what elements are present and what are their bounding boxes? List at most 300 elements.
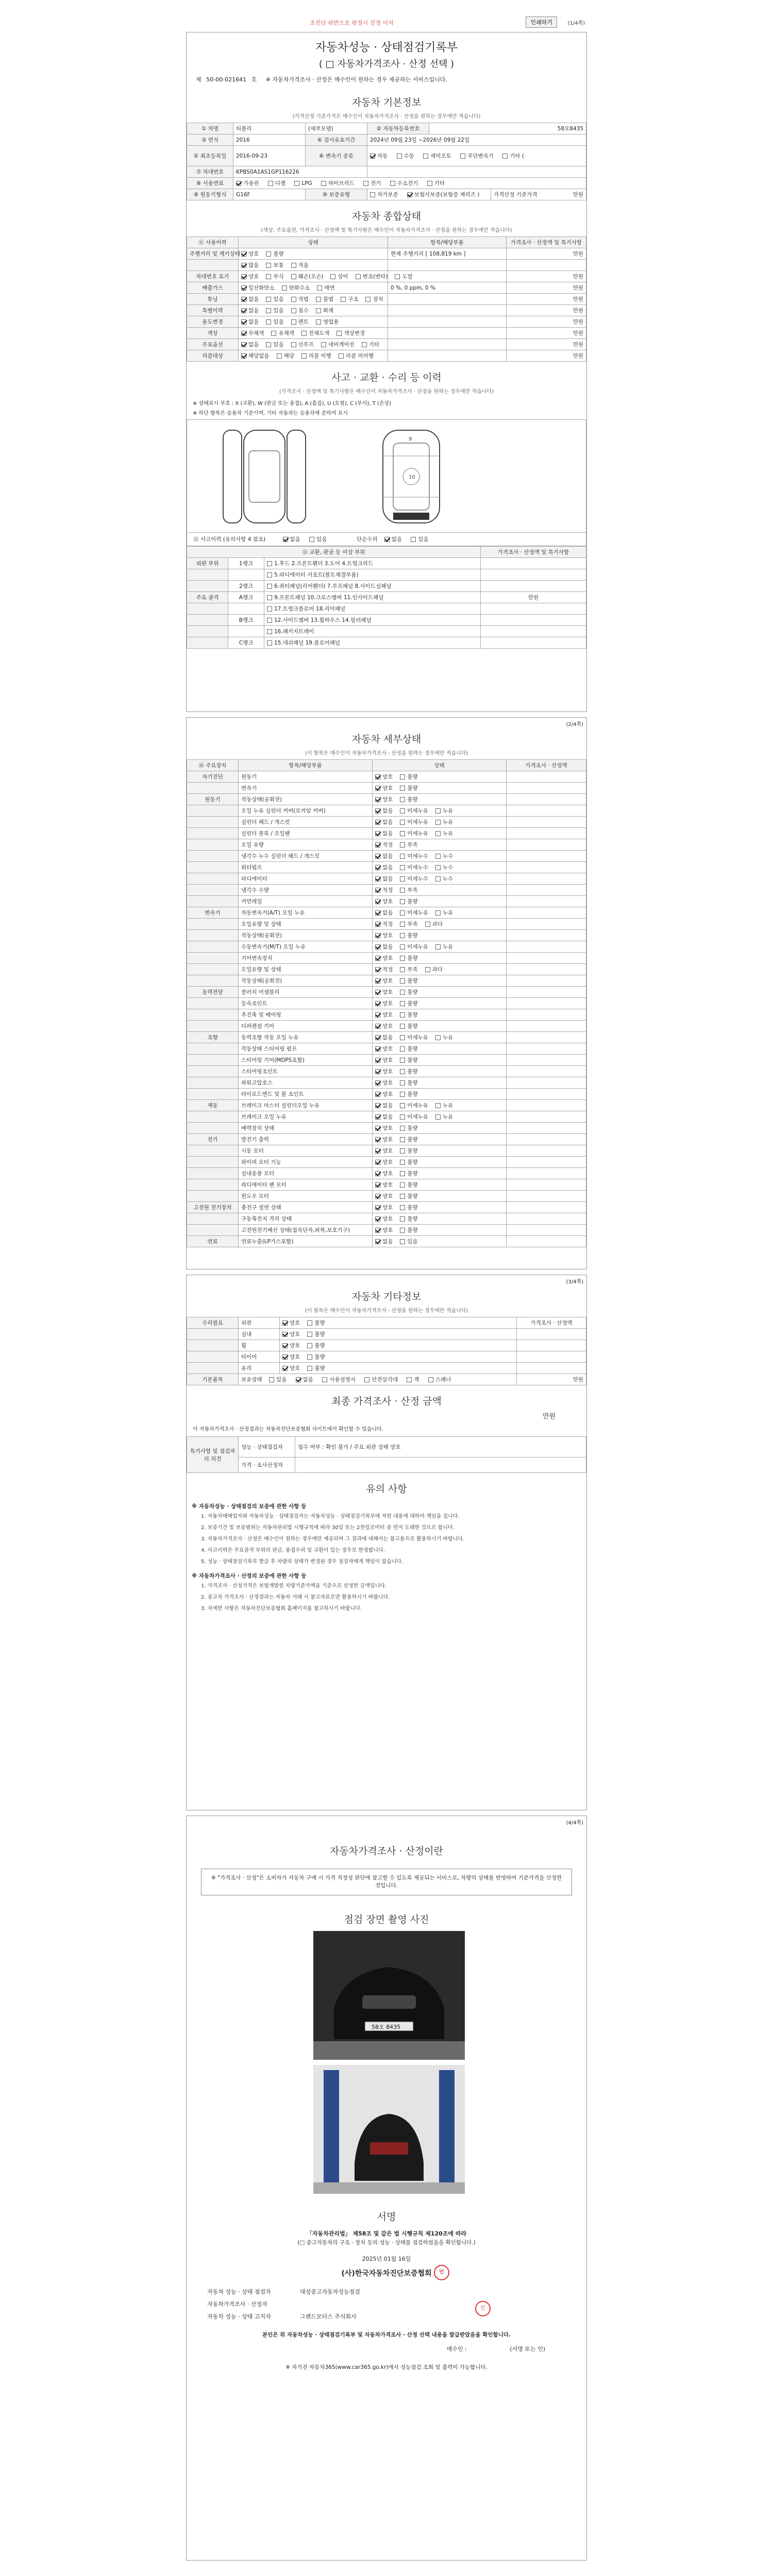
status-option-label: 탄화수소 — [289, 285, 310, 291]
status-option — [400, 773, 417, 781]
detail-item: 클러치 어셈블리 — [239, 987, 373, 998]
rank-row — [187, 626, 586, 637]
rank-items-label: 5.라디에이터 서포트(볼트체결부품) — [274, 572, 359, 578]
checkbox-checked-icon — [375, 899, 380, 904]
detail-price — [507, 817, 586, 828]
detail-price — [507, 1077, 586, 1089]
warranty-label: ⑩ 보증유형 — [306, 189, 367, 200]
checkbox-icon — [400, 786, 405, 791]
status-option-label: 부족 — [407, 842, 418, 848]
detail-row — [187, 998, 586, 1009]
detail-price — [507, 896, 586, 907]
detail-item: 파워고압호스 — [239, 1077, 373, 1089]
detail-device — [187, 817, 239, 828]
repair-none: 없음 — [391, 536, 402, 543]
overall-row-status — [239, 260, 388, 271]
status-option-label: 침수 — [298, 308, 309, 314]
model-label: (세부모델) — [306, 123, 367, 134]
detail-item: 작동상태 스티어링 펌프 — [239, 1043, 373, 1055]
overall-row-status — [239, 271, 413, 282]
checkbox-icon — [266, 263, 271, 268]
overall-row-status — [239, 350, 388, 362]
checkbox-icon — [400, 876, 405, 882]
status-option — [241, 250, 259, 258]
checkbox-checked-icon — [375, 842, 380, 848]
detail-device — [187, 1191, 239, 1202]
status-option-label: 색상변경 — [344, 330, 365, 336]
rank-items — [264, 615, 481, 626]
checkbox-icon — [316, 319, 321, 325]
status-option — [375, 875, 393, 883]
status-option — [375, 954, 393, 962]
other-status — [280, 1363, 517, 1374]
rank-items-label: 17.트렁크플로어 18.리어패널 — [274, 606, 346, 612]
status-option-label: 양호 — [290, 1354, 300, 1360]
status-option — [400, 1113, 428, 1121]
car-top-view-icon — [244, 430, 285, 523]
status-option-label: 누유 — [442, 944, 453, 950]
detail-row — [187, 885, 586, 896]
checkbox-icon — [400, 944, 405, 950]
detail-row — [187, 964, 586, 975]
detail-row — [187, 862, 586, 873]
status-option-label: 리콜 미이행 — [345, 353, 374, 359]
checkbox-icon — [427, 181, 432, 186]
status-option — [241, 329, 264, 337]
status-option-label: 미세누유 — [407, 808, 428, 814]
detail-price — [507, 1032, 586, 1043]
detail-status — [373, 783, 507, 794]
status-option — [400, 1181, 417, 1189]
detail-price — [507, 828, 586, 839]
detail-row — [187, 907, 586, 919]
detail-status — [373, 1236, 507, 1247]
status-option-label: 없음 — [382, 944, 393, 950]
checkbox-icon — [400, 978, 405, 984]
other-price — [517, 1340, 586, 1351]
checkbox-checked-icon — [241, 331, 246, 336]
rank-price — [481, 626, 586, 637]
signer-name: 그랜드모터스 주식회사 — [300, 2313, 357, 2320]
detail-row — [187, 1134, 586, 1145]
detail-price — [507, 862, 586, 873]
detail-status — [373, 1055, 507, 1066]
detail-row — [187, 817, 586, 828]
status-option — [435, 829, 453, 837]
status-option — [375, 863, 393, 871]
detail-device — [187, 885, 239, 896]
checkbox-checked-icon — [282, 1332, 288, 1337]
status-option — [266, 341, 283, 348]
status-option — [435, 909, 453, 917]
detail-row — [187, 1157, 586, 1168]
status-option-label: 양호 — [382, 989, 393, 995]
detail-price — [507, 907, 586, 919]
status-option — [400, 1170, 417, 1177]
status-option — [435, 1033, 453, 1041]
detail-row — [187, 1111, 586, 1123]
detail-price — [507, 771, 586, 783]
overall-row-price: 만원 — [507, 305, 586, 316]
detail-status — [373, 771, 507, 783]
overall-row-status — [239, 294, 388, 305]
accident-note-2: ※ 하단 항목은 승용차 기준이며, 기타 자동차는 승용차에 준하여 표시 — [193, 411, 348, 416]
status-option-label: 불량 — [407, 1069, 418, 1075]
detail-hdr: 항목/해당부품 — [239, 760, 373, 771]
checkbox-icon — [400, 933, 405, 938]
status-option-label: 누유 — [442, 910, 453, 916]
detail-price — [507, 1191, 586, 1202]
checkbox-checked-icon — [241, 308, 246, 313]
detail-row — [187, 771, 586, 783]
detail-row — [187, 930, 586, 941]
detail-device — [187, 930, 239, 941]
detail-price — [507, 998, 586, 1009]
status-option-label: 부족 — [407, 921, 418, 927]
status-option-label: 누유 — [442, 819, 453, 825]
detail-device: 자기진단 — [187, 771, 239, 783]
status-option-label: 누유 — [442, 1103, 453, 1109]
detail-price — [507, 953, 586, 964]
status-option — [400, 1215, 417, 1223]
overall-row-detail — [388, 350, 507, 362]
detail-device — [187, 1157, 239, 1168]
status-option-label: 누유 — [442, 1114, 453, 1120]
detail-row — [187, 1213, 586, 1225]
status-option-label: 불량 — [407, 1125, 418, 1131]
checkbox-icon — [400, 1182, 405, 1188]
signer-row — [187, 2298, 586, 2310]
status-option-label: 누수 — [442, 865, 453, 871]
checkbox-checked-icon — [282, 1354, 288, 1360]
page-3-number: (3/4쪽) — [566, 1279, 583, 1285]
checkbox-checked-icon — [375, 797, 380, 802]
status-option — [375, 1056, 393, 1064]
transmission-label: ⑥ 변속기 종류 — [306, 146, 367, 166]
checkbox-icon — [321, 181, 326, 186]
detail-item: 추진축 및 베어링 — [239, 1009, 373, 1021]
rank-price-header: 가격조사 · 산정액 및 특기사항 — [481, 547, 586, 558]
checkbox-icon — [309, 537, 314, 542]
first-reg: 2016-09-23 — [233, 146, 306, 166]
checkbox-icon — [370, 192, 375, 197]
status-option — [400, 829, 428, 837]
checkbox-checked-icon — [375, 1205, 380, 1210]
rank-level: A랭크 — [228, 592, 264, 603]
warranty-option: 보험사보증(보험증 제리즈 ) — [414, 192, 480, 198]
status-option — [356, 273, 388, 280]
rank-row — [187, 569, 586, 581]
status-option — [400, 1079, 417, 1087]
status-option-label: 화재 — [323, 308, 334, 314]
overall-row-price: 만원 — [507, 339, 586, 350]
status-option-label: 있음 — [273, 342, 284, 348]
status-option — [375, 943, 393, 951]
overall-title: 자동차 종합상태 — [351, 211, 422, 222]
status-option — [375, 920, 393, 928]
checkbox-icon — [400, 831, 405, 836]
checkbox-checked-icon — [296, 1377, 301, 1382]
status-option-label: 불량 — [407, 774, 418, 780]
detail-price — [507, 987, 586, 998]
checkbox-icon — [291, 319, 296, 325]
detail-status — [373, 1123, 507, 1134]
status-option-label: 양호 — [382, 1216, 393, 1222]
detail-device — [187, 1179, 239, 1191]
detail-device — [187, 1043, 239, 1055]
status-option-label: 미세누유 — [407, 819, 428, 825]
detail-title: 자동차 세부상태 — [351, 734, 422, 745]
other-row — [187, 1329, 586, 1340]
overall-row-label: 색상 — [187, 328, 239, 339]
checkbox-icon — [364, 1377, 369, 1382]
transmission-options — [367, 146, 586, 166]
status-option — [282, 1319, 300, 1327]
detail-price — [507, 964, 586, 975]
rank-header: ⑬ 교환, 판금 등 이상 부위 — [187, 547, 481, 558]
status-option — [435, 807, 453, 815]
rear-photo — [313, 2065, 465, 2194]
status-option — [375, 784, 393, 792]
status-option-label: 양호 — [382, 1205, 393, 1211]
rank-items-label: 12.사이드멤버 13.휠하우스 14.필러패널 — [274, 617, 372, 623]
detail-price — [507, 941, 586, 953]
checkbox-checked-icon — [375, 1024, 380, 1029]
detail-item: 작동상태(공회전) — [239, 794, 373, 805]
status-option-label: 불량 — [407, 1227, 418, 1233]
rank-group — [187, 569, 228, 581]
status-option-label: 없음 — [382, 1239, 393, 1245]
status-option-label: 있음 — [407, 1239, 418, 1245]
overall-row-label: 용도변경 — [187, 316, 239, 328]
price-basis-label: 가격산정 기준가격 — [494, 192, 537, 198]
detail-device: 제동 — [187, 1100, 239, 1111]
rank-group: 주요 골격 — [187, 592, 228, 603]
rank-level: 1랭크 — [228, 558, 264, 569]
status-option — [375, 795, 393, 803]
checkbox-checked-icon — [375, 1239, 380, 1244]
page-4-number: (4/4쪽) — [566, 1820, 583, 1826]
doc-no: 50-00-021641 — [206, 76, 247, 83]
detail-status — [373, 851, 507, 862]
fuel-option: 하이브리드 — [328, 180, 355, 187]
rank-items — [264, 592, 481, 603]
detail-status — [373, 896, 507, 907]
checkbox-icon — [407, 1377, 412, 1382]
guide-box: ※ "가격조사 · 산정"은 소비자가 자동차 구매 시 가격 적정성 판단에 참고할 수 있도록 제공되는 서비스로, 차량의 상태를 반영하여 기준가격을 산정한 것입니다. — [201, 1869, 572, 1895]
other-row — [187, 1351, 586, 1363]
checkbox-icon — [400, 1024, 405, 1029]
detail-row — [187, 1077, 586, 1089]
status-option-label: 미세누수 — [407, 865, 428, 871]
fuel-option: 수소전기 — [397, 180, 418, 187]
overall-row — [187, 282, 586, 294]
status-option — [266, 318, 283, 326]
status-option — [400, 1158, 417, 1166]
basic-item-opt: 없음 — [303, 1377, 313, 1383]
checkbox-icon — [400, 1239, 405, 1244]
status-option-label: 훼손(오손) — [298, 274, 324, 280]
detail-item: 자동변속기(A/T) 오일 누유 — [239, 907, 373, 919]
detail-device: 변속기 — [187, 907, 239, 919]
detail-device — [187, 1111, 239, 1123]
checkbox-checked-icon — [241, 274, 246, 279]
trans-option: 무단변속기 — [467, 153, 494, 159]
status-option-label: 양호 — [290, 1331, 300, 1337]
overall-row — [187, 248, 586, 260]
checkbox-icon — [267, 595, 272, 600]
overall-hdr: 가격조사 · 산정액 및 특기사항 — [507, 237, 586, 248]
fuel-option: 가솔린 — [243, 180, 259, 187]
checkbox-icon — [400, 1092, 405, 1097]
detail-device: 동력전달 — [187, 987, 239, 998]
detail-status — [373, 1191, 507, 1202]
inspection-label: ④ 검사유효기간 — [306, 134, 367, 146]
checkbox-checked-icon — [375, 910, 380, 916]
status-option — [266, 261, 283, 269]
checkbox-checked-icon — [375, 876, 380, 882]
detail-item: 충전구 절연 상태 — [239, 1202, 373, 1213]
checkbox-checked-icon — [407, 192, 412, 197]
status-option-label: 매연 — [324, 285, 335, 291]
overall-row-detail — [388, 316, 507, 328]
status-option — [400, 1192, 417, 1200]
status-option-label: 양호 — [382, 1057, 393, 1063]
status-option — [400, 807, 428, 815]
status-option-label: 불량 — [407, 1137, 418, 1143]
detail-row — [187, 1066, 586, 1077]
checkbox-icon — [341, 297, 346, 302]
status-option — [400, 1011, 417, 1019]
doc-no-label: 제 — [196, 76, 201, 83]
checkbox-icon — [390, 181, 395, 186]
basic-info-title: 자동차 기본정보 — [351, 97, 422, 108]
checkbox-checked-icon — [375, 1228, 380, 1233]
status-option — [400, 1101, 428, 1109]
overall-table — [187, 236, 586, 362]
checkbox-icon — [307, 1354, 312, 1360]
status-option — [316, 295, 333, 303]
detail-status — [373, 794, 507, 805]
buyer-sign-line — [187, 2341, 586, 2357]
detail-status — [373, 941, 507, 953]
status-option — [266, 273, 283, 280]
status-option-label: 누유 — [442, 808, 453, 814]
status-option-label: 일산화탄소 — [248, 285, 275, 291]
detail-row — [187, 1043, 586, 1055]
detail-price — [507, 975, 586, 987]
checkbox-icon — [266, 308, 271, 313]
checkbox-checked-icon — [375, 786, 380, 791]
status-option-label: 양호 — [382, 899, 393, 905]
detail-item: 냉각수 수량 — [239, 885, 373, 896]
status-option-label: 도말 — [402, 274, 413, 280]
checkbox-checked-icon — [375, 1012, 380, 1018]
rank-items-label: 9.프론트패널 10.크로스멤버 11.인사이드패널 — [274, 595, 384, 601]
checkbox-checked-icon — [384, 537, 390, 542]
rank-price — [481, 581, 586, 592]
checkbox-checked-icon — [241, 342, 246, 347]
status-option-label: 불량 — [407, 796, 418, 803]
detail-device — [187, 1077, 239, 1089]
checkbox-icon — [400, 956, 405, 961]
checkbox-icon — [400, 797, 405, 802]
rank-items — [264, 637, 481, 649]
overall-row-price: 만원 — [507, 294, 586, 305]
stamp-seal-icon: 인 — [434, 2265, 449, 2280]
sign-law: 「자동차관리법」 제58조 및 같은 법 시행규칙 제120조에 따라 — [306, 2230, 467, 2237]
print-button[interactable]: 인쇄하기 — [526, 16, 557, 28]
checkbox-checked-icon — [241, 251, 246, 257]
detail-row — [187, 805, 586, 817]
detail-price — [507, 1111, 586, 1123]
status-option-label: 미세누수 — [407, 876, 428, 882]
detail-price — [507, 1179, 586, 1191]
status-option-label: 상이 — [338, 274, 348, 280]
status-option-label: 양호 — [382, 1046, 393, 1052]
status-option — [375, 886, 393, 894]
checkbox-icon — [316, 297, 321, 302]
detail-status — [373, 1134, 507, 1145]
checkbox-icon — [460, 154, 465, 159]
status-option — [400, 1067, 417, 1075]
detail-item: 오일 누유 실린더 커버(로커암 커버) — [239, 805, 373, 817]
rank-group: 외판 부위 — [187, 558, 228, 569]
status-option-label: 미세누유 — [407, 1035, 428, 1041]
status-option-label: 보통 — [273, 262, 284, 268]
status-option — [400, 1056, 417, 1064]
rank-group — [187, 603, 228, 615]
detail-price — [507, 794, 586, 805]
status-option-label: 불량 — [407, 1012, 418, 1018]
price-unit-cell: 만원 — [517, 1374, 586, 1385]
status-option — [400, 988, 417, 996]
checkbox-icon — [400, 1205, 405, 1210]
detail-status — [373, 1202, 507, 1213]
reg-no: 58오8435 — [429, 123, 586, 134]
price-basis — [491, 189, 586, 200]
status-option — [375, 841, 393, 849]
detail-hdr: 가격조사 · 산정액 — [507, 760, 586, 771]
checkbox-checked-icon — [236, 181, 241, 186]
status-option-label: 네비게이션 — [328, 342, 355, 348]
status-option-label: 무채색 — [248, 330, 264, 336]
checkbox-icon — [400, 967, 405, 972]
status-option-label: 해당 — [283, 353, 294, 359]
vin: KPBS0A1AS1GP116226 — [233, 166, 367, 178]
checkbox-icon — [277, 353, 282, 359]
status-option — [282, 1330, 300, 1338]
overall-row-price: 만원 — [507, 282, 586, 294]
status-option — [375, 1101, 393, 1109]
status-option-label: 렌트 — [298, 319, 309, 325]
checkbox-checked-icon — [375, 854, 380, 859]
detail-item: 변속기 — [239, 783, 373, 794]
status-option — [400, 1147, 417, 1155]
detail-status — [373, 1032, 507, 1043]
checkbox-checked-icon — [375, 1103, 380, 1108]
detail-device — [187, 953, 239, 964]
checkbox-icon — [423, 154, 428, 159]
detail-item: 브레이크 오일 누유 — [239, 1111, 373, 1123]
detail-hdr: ⑭ 주요장치 — [187, 760, 239, 771]
sign-org — [187, 2266, 586, 2285]
detail-device — [187, 941, 239, 953]
status-option — [365, 295, 383, 303]
rank-level — [228, 569, 264, 581]
detail-status — [373, 1009, 507, 1021]
rank-items-label: 1.후드 2.프론트휀더 3.도어 4.트렁크리드 — [274, 561, 374, 567]
